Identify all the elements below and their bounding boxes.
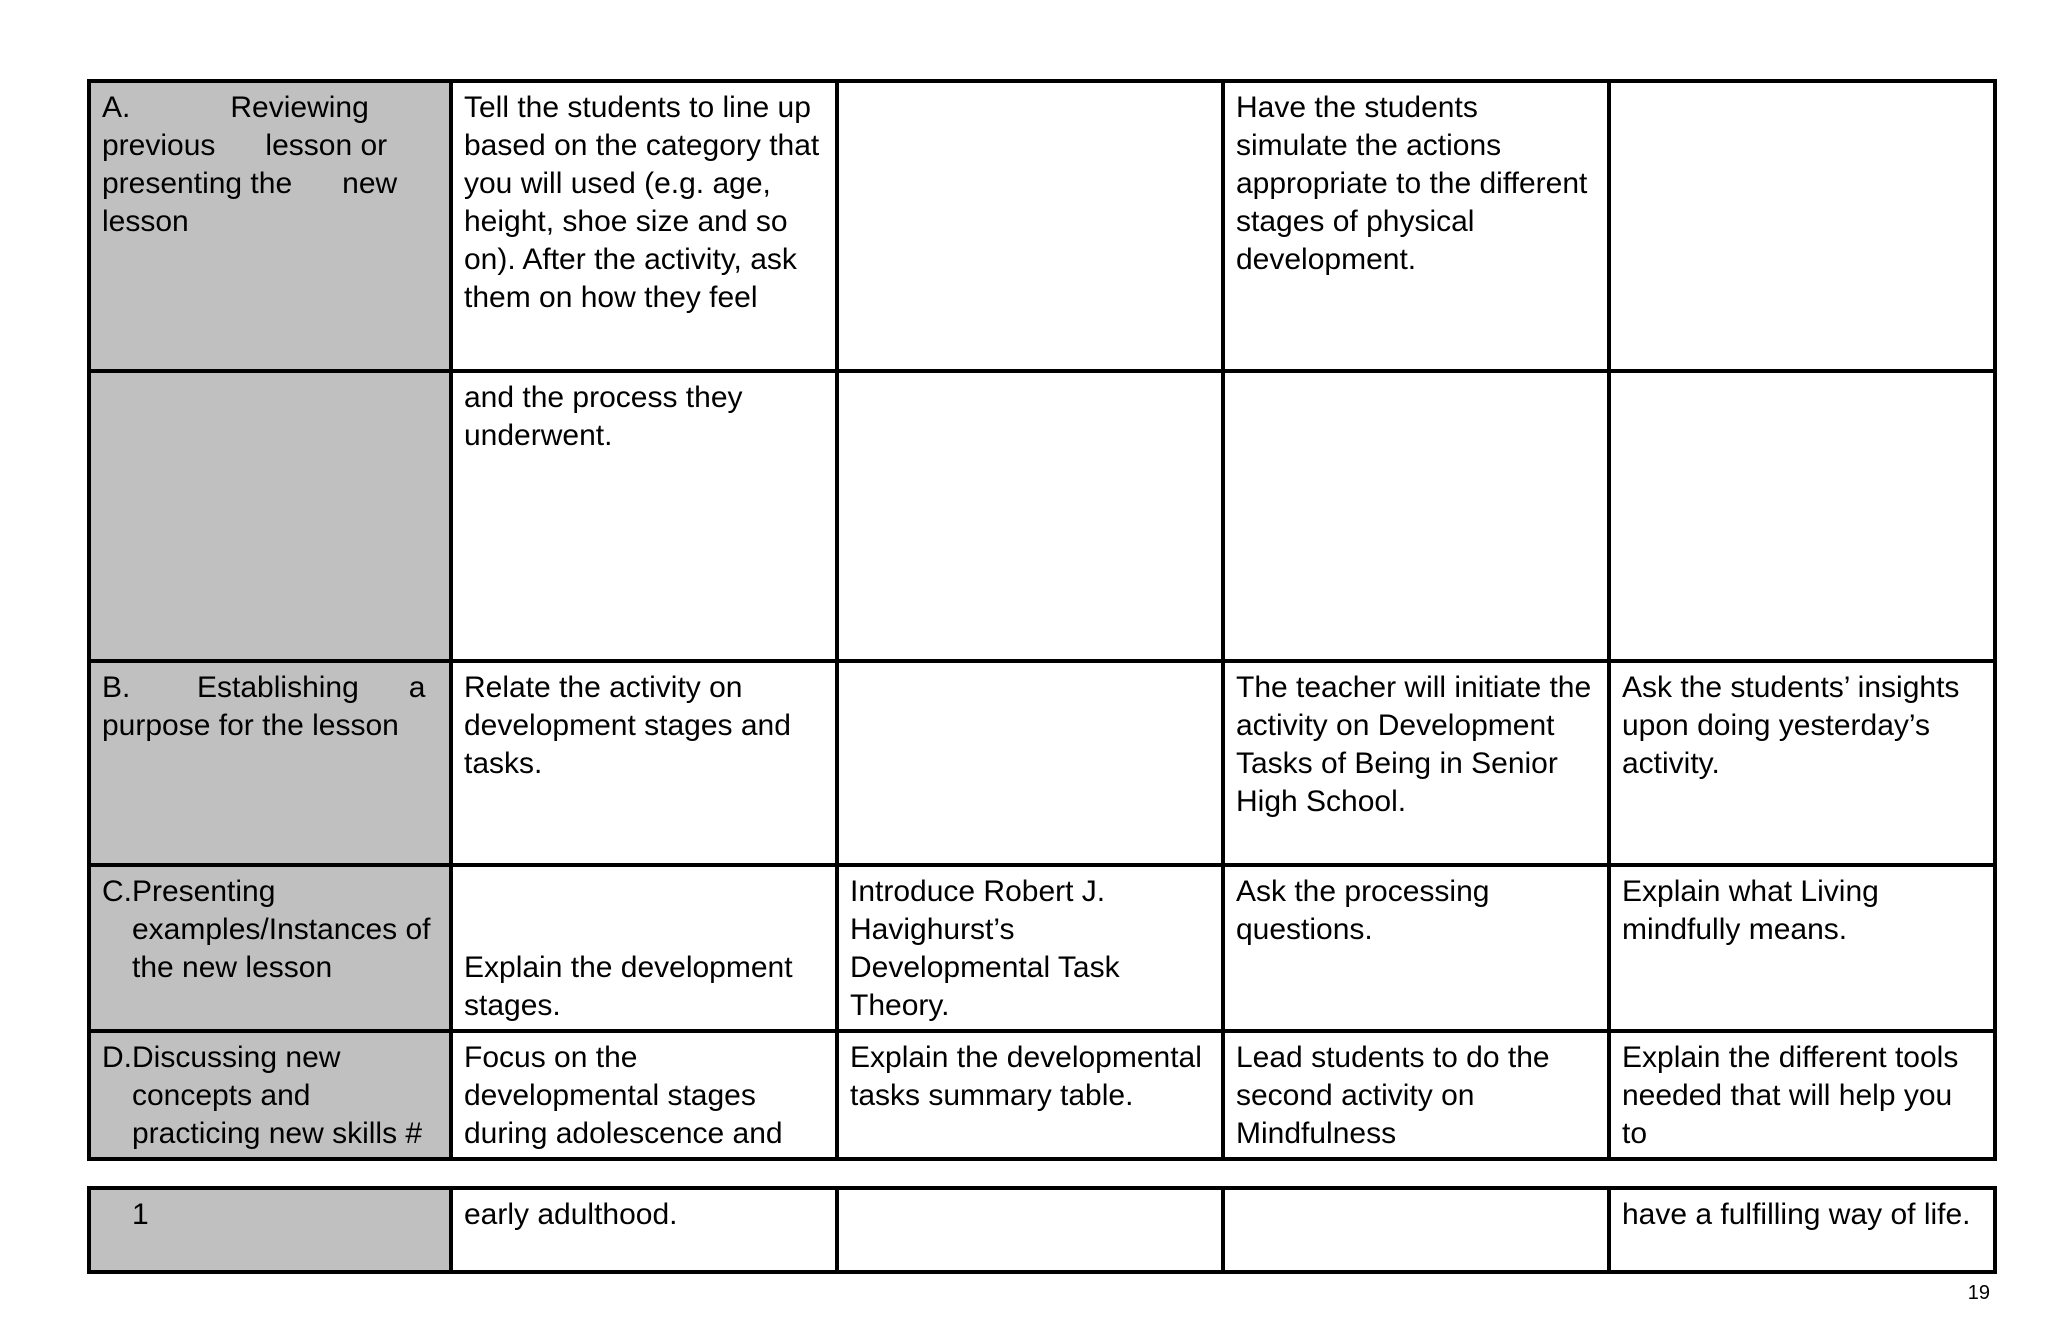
row-label-text: D.Discussing new concepts and practicing new skills # xyxy=(102,1041,423,1150)
table-row-c xyxy=(89,865,1995,1031)
row-label-a xyxy=(89,81,451,371)
lesson-plan-table xyxy=(87,79,1997,1161)
table-cell: Relate the activity on development stages and tasks. xyxy=(451,661,837,865)
table-cell: have a fulfilling way of life. xyxy=(1609,1188,1995,1272)
table-row-b xyxy=(89,661,1995,865)
row-label-text: B. Establishing a purpose for the lesson xyxy=(102,671,434,742)
table-cell: Ask the processing questions. xyxy=(1223,865,1609,1031)
table-row-continuation xyxy=(89,1188,1995,1272)
row-label-b xyxy=(89,661,451,865)
page-number: 19 xyxy=(1967,1282,1990,1304)
table-cell: Ask the students’ insights upon doing yesterday’s activity. xyxy=(1609,661,1995,865)
table-cell xyxy=(1223,371,1609,661)
row-label-text: C.Presenting examples/Instances of the new lesson xyxy=(102,875,431,984)
table-cell: Explain what Living mindfully means. xyxy=(1609,865,1995,1031)
table-row-a xyxy=(89,81,1995,371)
table-cell: Explain the development stages. xyxy=(451,865,837,1031)
row-label-empty xyxy=(89,371,451,661)
table-cell xyxy=(837,661,1223,865)
table-cell xyxy=(1223,1188,1609,1272)
table-cell: Have the students simulate the actions appropriate to the different stages of physical development. xyxy=(1223,81,1609,371)
table-row-a-continued xyxy=(89,371,1995,661)
table-cell: Explain the different tools needed that will help you to xyxy=(1609,1031,1995,1159)
row-label-d xyxy=(89,1031,451,1159)
table-cell: Lead students to do the second activity on Mindfulness xyxy=(1223,1031,1609,1159)
row-label-continuation: 1 xyxy=(89,1188,451,1272)
table-row-d xyxy=(89,1031,1995,1159)
lesson-plan-table-continuation xyxy=(87,1186,1997,1274)
table-cell: Introduce Robert J. Havighurst’s Developmental Task Theory. xyxy=(837,865,1223,1031)
table-cell xyxy=(1609,371,1995,661)
row-label-c xyxy=(89,865,451,1031)
table-cell: early adulthood. xyxy=(451,1188,837,1272)
table-cell: Focus on the developmental stages during adolescence and xyxy=(451,1031,837,1159)
table-cell xyxy=(1609,81,1995,371)
table-cell: Explain the developmental tasks summary table. xyxy=(837,1031,1223,1159)
table-cell xyxy=(837,371,1223,661)
table-cell xyxy=(837,81,1223,371)
table-cell: and the process they underwent. xyxy=(451,371,837,661)
row-label-text: A. Reviewing previous lesson or presenting the new lesson xyxy=(102,91,406,238)
table-cell: Tell the students to line up based on the category that you will used (e.g. age, height, shoe size and so on). After the activity, ask them on how they feel xyxy=(451,81,837,371)
table-cell: The teacher will initiate the activity on Development Tasks of Being in Senior High School. xyxy=(1223,661,1609,865)
table-cell xyxy=(837,1188,1223,1272)
